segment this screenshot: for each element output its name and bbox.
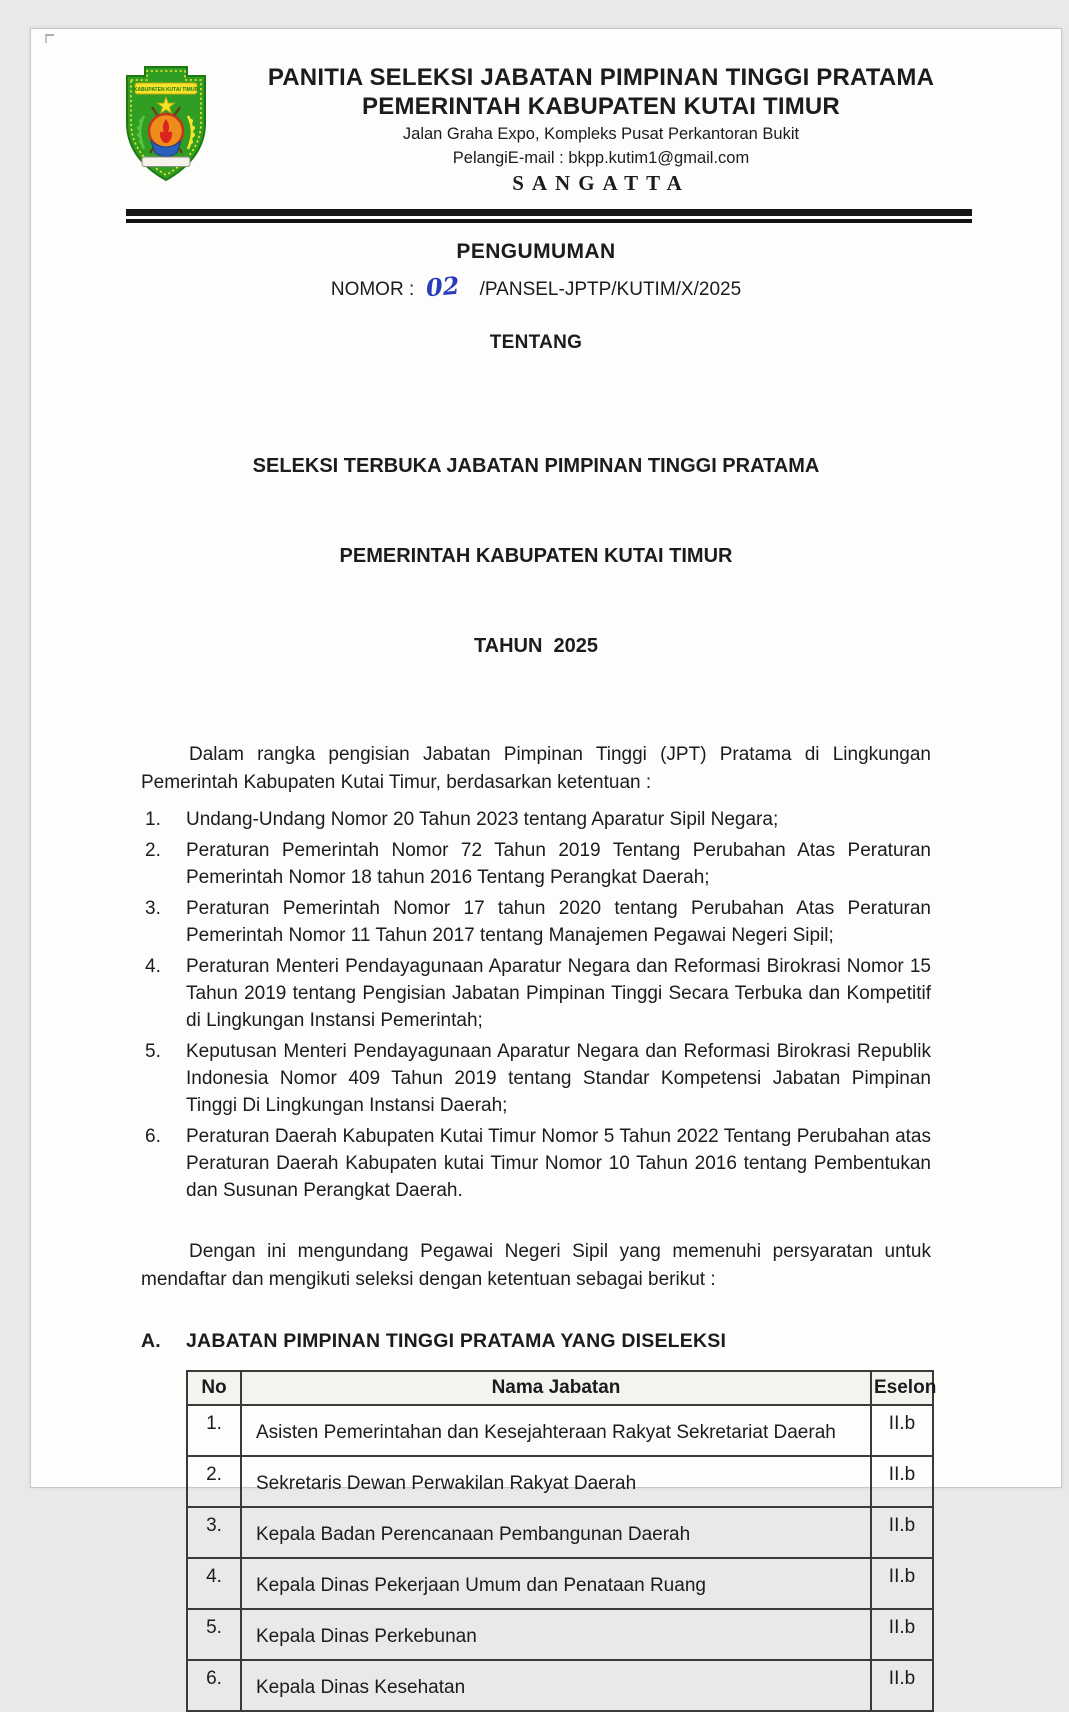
list-item <box>141 1123 931 1204</box>
section-a-label: A. <box>141 1330 161 1352</box>
position-name: Sekretaris Dewan Perwakilan Rakyat Daerah <box>241 1456 871 1507</box>
row-number: 2. <box>187 1456 241 1507</box>
address-line: Jalan Graha Expo, Kompleks Pusat Perkantoran Bukit <box>402 125 800 143</box>
list-item-text: Peraturan Pemerintah Nomor 17 tahun 2020 tentang Perubahan Atas Peraturan Pemerintah Nomor 11 Tahun 2017 tentang Manajemen Pegawai Negeri Sipil; <box>186 898 931 946</box>
table-row <box>187 1456 933 1507</box>
row-number: 4. <box>187 1558 241 1609</box>
echelon-value: II.b <box>871 1456 933 1507</box>
document-page <box>30 28 1062 1698</box>
list-item <box>141 953 931 1034</box>
col-header-no: No <box>187 1371 241 1405</box>
list-item-text: Peraturan Daerah Kabupaten Kutai Timur Nomor 5 Tahun 2022 Tentang Perubahan atas Peraturan Daerah Kabupaten kutai Timur Nomor 10 Tahun 2016 tentang Pembentukan dan Susunan Perangkat Daerah. <box>186 1126 931 1201</box>
table-row <box>187 1507 933 1558</box>
list-item-number: 5. <box>145 1041 161 1062</box>
row-number: 3. <box>187 1507 241 1558</box>
section-a-title: JABATAN PIMPINAN TINGGI PRATAMA YANG DISELEKSI <box>186 1330 727 1352</box>
org-name-line1: PANITIA SELEKSI JABATAN PIMPINAN TINGGI PRATAMA <box>267 64 935 91</box>
document-body <box>141 240 937 1712</box>
about-label: TENTANG <box>489 332 583 353</box>
number-prefix: NOMOR : <box>330 279 415 300</box>
echelon-value: II.b <box>871 1609 933 1660</box>
list-item <box>141 1038 931 1119</box>
position-name: Kepala Dinas Kesehatan <box>241 1660 871 1711</box>
echelon-value: II.b <box>871 1558 933 1609</box>
list-item <box>141 895 931 949</box>
echelon-value: II.b <box>871 1507 933 1558</box>
list-item-number: 2. <box>145 840 161 861</box>
row-number: 6. <box>187 1660 241 1711</box>
list-item-number: 3. <box>145 898 161 919</box>
announcement-number-line <box>141 272 931 305</box>
city-line: SANGATTA <box>512 171 690 195</box>
section-a-heading <box>141 1330 931 1353</box>
list-item-number: 4. <box>145 956 161 977</box>
subject-line3: TAHUN 2025 <box>473 635 599 657</box>
invitation-paragraph: Dengan ini mengundang Pegawai Negeri Sipil yang memenuhi persyaratan untuk mendaftar dan mengikuti seleksi dengan ketentuan sebagai berikut : <box>141 1241 931 1290</box>
list-item <box>141 806 931 833</box>
list-item-text: Peraturan Menteri Pendayagunaan Aparatur Negara dan Reformasi Birokrasi Nomor 15 Tahun 2019 tentang Pengisian Jabatan Pimpinan Tinggi Secara Terbuka dan Kompetitif di Lingkungan Instansi Pemerintah; <box>186 956 931 1031</box>
table-header-row <box>187 1371 933 1405</box>
scan-corner-mark <box>45 34 54 43</box>
handwritten-number: 02 <box>424 270 461 303</box>
echelon-value: II.b <box>871 1660 933 1711</box>
list-item-text: Keputusan Menteri Pendayagunaan Aparatur Negara dan Reformasi Birokrasi Republik Indonesia Nomor 409 Tahun 2019 tentang Standar Kompetensi Jabatan Pimpinan Tinggi Di Lingkungan Instansi Daerah; <box>186 1041 931 1116</box>
position-name: Kepala Dinas Pekerjaan Umum dan Penataan Ruang <box>241 1558 871 1609</box>
col-header-echelon: Eselon <box>871 1371 933 1405</box>
legal-basis-list <box>141 806 931 1204</box>
table-row <box>187 1405 933 1456</box>
subject-line2: PEMERINTAH KABUPATEN KUTAI TIMUR <box>339 545 733 567</box>
intro-paragraph: Dalam rangka pengisian Jabatan Pimpinan Tinggi (JPT) Pratama di Lingkungan Pemerintah Kabupaten Kutai Timur, berdasarkan ketentuan : <box>141 744 931 793</box>
letterhead-divider <box>126 209 972 223</box>
list-item-text: Undang-Undang Nomor 20 Tahun 2023 tentang Aparatur Sipil Negara; <box>186 809 779 830</box>
letterhead <box>116 61 1061 196</box>
position-name: Kepala Badan Perencanaan Pembangunan Daerah <box>241 1507 871 1558</box>
letterhead-text <box>216 61 986 196</box>
org-name-line2: PEMERINTAH KABUPATEN KUTAI TIMUR <box>362 93 840 120</box>
echelon-value: II.b <box>871 1405 933 1456</box>
regency-seal-logo <box>116 61 216 185</box>
subject-block <box>141 391 931 721</box>
row-number: 5. <box>187 1609 241 1660</box>
row-number: 1. <box>187 1405 241 1456</box>
positions-table <box>186 1370 937 1712</box>
col-header-position: Nama Jabatan <box>241 1371 871 1405</box>
position-name: Kepala Dinas Perkebunan <box>241 1609 871 1660</box>
list-item <box>141 837 931 891</box>
table-row <box>187 1609 933 1660</box>
position-name: Asisten Pemerintahan dan Kesejahteraan Rakyat Sekretariat Daerah <box>241 1405 871 1456</box>
email-line: PelangiE-mail : bkpp.kutim1@gmail.com <box>452 149 750 167</box>
number-suffix: /PANSEL-JPTP/KUTIM/X/2025 <box>479 279 742 300</box>
kutai-timur-seal-icon <box>116 61 216 185</box>
list-item-number: 1. <box>145 809 161 830</box>
subject-line1: SELEKSI TERBUKA JABATAN PIMPINAN TINGGI PRATAMA <box>252 455 820 477</box>
list-item-text: Peraturan Pemerintah Nomor 72 Tahun 2019 Tentang Perubahan Atas Peraturan Pemerintah Nomor 18 tahun 2016 Tentang Perangkat Daerah; <box>186 840 931 888</box>
announcement-title: PENGUMUMAN <box>456 240 616 263</box>
table-row <box>187 1660 933 1711</box>
seal-banner-text: KABUPATEN KUTAI TIMUR <box>133 87 199 93</box>
table-row <box>187 1558 933 1609</box>
list-item-number: 6. <box>145 1126 161 1147</box>
